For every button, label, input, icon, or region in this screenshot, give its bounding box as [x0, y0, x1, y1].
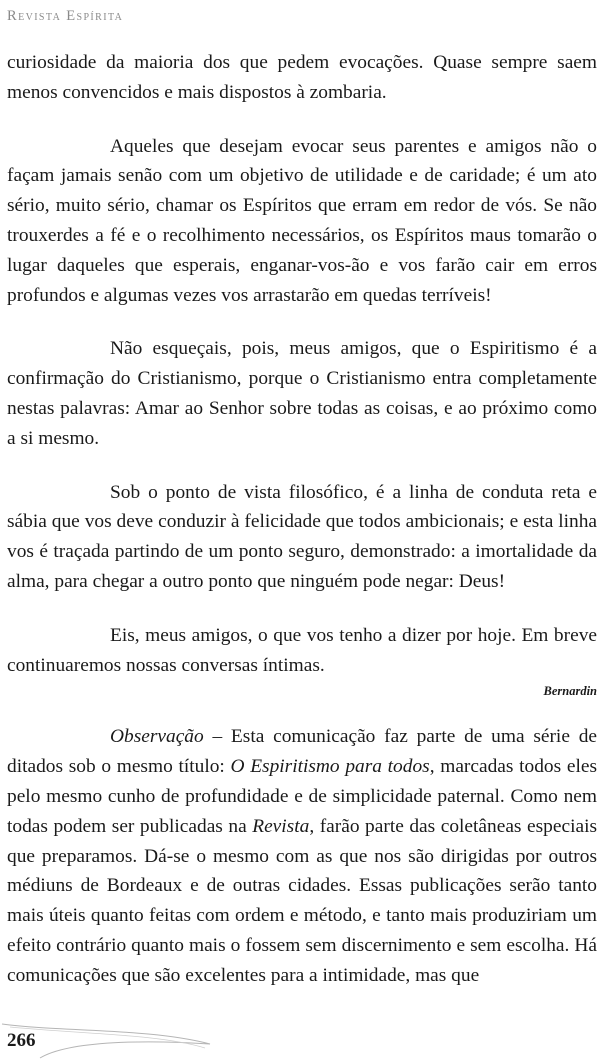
paragraph-4: Sob o ponto de vista filosófico, é a linha de conduta reta e sábia que vos deve conduzir à felicidade que todos ambicionais; e esta linha vos é traçada partindo de um ponto seguro, demonstrado: a imortalidade da alma, para chegar a outro ponto que ninguém pode negar: Deus!	[7, 481, 597, 592]
journal-name: Revista	[252, 815, 310, 837]
page-body	[7, 48, 597, 991]
observation-paragraph	[7, 722, 597, 990]
running-header: Revista Espírita	[7, 8, 124, 24]
observation-text-2: , marcadas todos eles pelo mesmo cunho de profundidade e de simplicidade paternal. Como nem todas podem ser publicadas na	[7, 756, 598, 837]
observation-label: Observação	[110, 726, 204, 748]
observation-text-3: , farão parte das coletâneas especiais que preparamos. Dá-se o mesmo com as que nos são dirigidas por outros médiuns de Bordeaux e de outras cidades. Essas publicações serão tanto mais úteis quanto feitas com ordem e método, e tanto mais produziriam um efeito contrário quanto mais o fossem sem discernimento e sem escolha. Há comunicações que são excelentes para a intimidade, mas que	[7, 815, 597, 986]
paragraph-3: Não esqueçais, pois, meus amigos, que o Espiritismo é a confirmação do Cristianismo, porque o Cristianismo entra completamente nestas palavras: Amar ao Senhor sobre todas as coisas, e ao próximo como a si mesmo.	[7, 338, 597, 449]
paragraph-5: Eis, meus amigos, o que vos tenho a dizer por hoje. Em breve continuaremos nossas conversas íntimas.	[7, 624, 597, 676]
paragraph-1: curiosidade da maioria dos que pedem evocações. Quase sempre saem menos convencidos e mais dispostos à zombaria.	[7, 52, 597, 103]
observation-text-1: – Esta comunicação faz parte de uma série de ditados sob o mesmo título:	[7, 726, 597, 778]
series-title: O Espiritismo para todos	[230, 756, 430, 778]
page-number: 266	[7, 1030, 36, 1051]
paragraph-2: Aqueles que desejam evocar seus parentes e amigos não o façam jamais senão com um objetivo de utilidade e de caridade; é um ato sério, muito sério, chamar os Espíritos que erram em redor de vós. Se não trouxerdes a fé e o recolhimento necessários, os Espíritos maus tomarão o lugar daqueles que esperais, enganar-vos-ão e vos farão cair em erros profundos e algumas vezes vos arrastarão em quedas terríveis!	[7, 135, 597, 306]
signature: Bernardin	[543, 684, 597, 699]
